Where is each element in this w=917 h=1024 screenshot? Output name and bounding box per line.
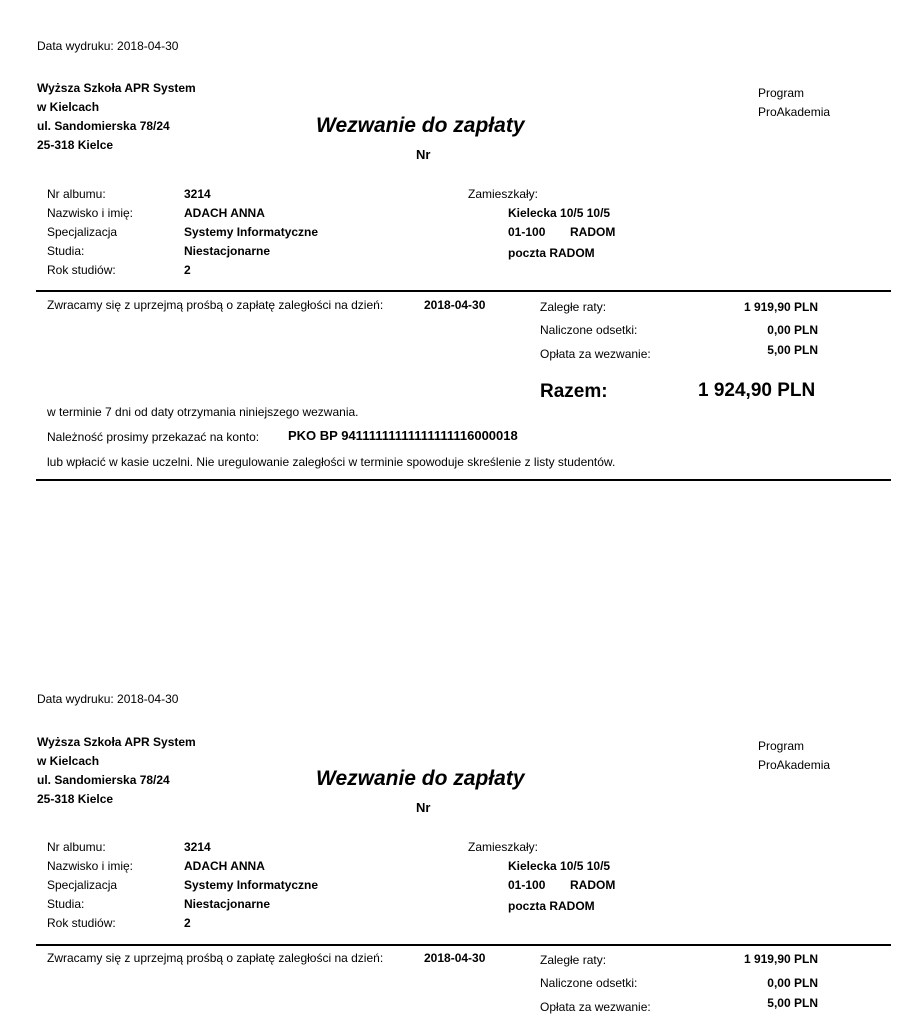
program-block — [758, 737, 830, 775]
address-label: Zamieszkały: — [468, 840, 539, 854]
print-date-value: 2018-04-30 — [117, 692, 179, 706]
program-name: ProAkademia — [758, 105, 831, 119]
name-value: ADACH ANNA — [184, 206, 265, 220]
album-value: 3214 — [184, 840, 211, 854]
school-block — [37, 733, 196, 809]
document-title: Wezwanie do zapłaty — [316, 114, 525, 137]
year-value: 2 — [184, 916, 191, 930]
address-postcode: 01-100 — [508, 878, 546, 892]
year-label: Rok studiów: — [47, 263, 116, 277]
school-block — [37, 79, 196, 155]
studies-label: Studia: — [47, 897, 85, 911]
section-divider — [36, 290, 891, 292]
year-label: Rok studiów: — [47, 916, 116, 930]
school-city-line: w Kielcach — [37, 100, 100, 114]
interest-label: Naliczone odsetki: — [540, 323, 638, 337]
address-street: Kielecka 10/5 10/5 — [508, 859, 611, 873]
studies-value: Niestacjonarne — [184, 244, 271, 258]
interest-value: 0,00 PLN — [767, 976, 818, 990]
school-street: ul. Sandomierska 78/24 — [37, 119, 170, 133]
name-label: Nazwisko i imię: — [47, 859, 134, 873]
address-post: poczta RADOM — [508, 246, 595, 260]
document-number-label: Nr — [416, 147, 431, 162]
document-number-label: Nr — [416, 800, 431, 815]
spec-label: Specjalizacja — [47, 225, 118, 239]
print-date-row — [37, 39, 178, 53]
address-street: Kielecka 10/5 10/5 — [508, 206, 611, 220]
account-number: PKO BP 94111111111111111116000018 — [288, 428, 518, 443]
print-date-label: Data wydruku: — [37, 692, 114, 706]
school-city-line: w Kielcach — [37, 754, 100, 768]
fee-label: Opłata za wezwanie: — [540, 1000, 651, 1014]
interest-value: 0,00 PLN — [767, 323, 818, 337]
term-text: w terminie 7 dni od daty otrzymania niniejszego wezwania. — [47, 405, 359, 419]
program-block — [758, 84, 830, 122]
school-postcode: 25-318 Kielce — [37, 138, 114, 152]
fee-value: 5,00 PLN — [767, 996, 818, 1010]
school-name: Wyższa Szkoła APR System — [37, 81, 196, 95]
spec-label: Specjalizacja — [47, 878, 118, 892]
name-label: Nazwisko i imię: — [47, 206, 134, 220]
spec-value: Systemy Informatyczne — [184, 878, 319, 892]
section-divider — [36, 944, 891, 946]
album-label: Nr albumu: — [47, 187, 106, 201]
bottom-divider — [36, 479, 891, 481]
footer-text: lub wpłacić w kasie uczelni. Nie uregulowanie zaległości w terminie spowoduje skreślenie z listy studentów. — [47, 455, 616, 469]
print-date-row — [37, 692, 178, 706]
fee-label: Opłata za wezwanie: — [540, 347, 651, 361]
school-postcode: 25-318 Kielce — [37, 792, 114, 806]
program-name: ProAkademia — [758, 758, 831, 772]
address-post: poczta RADOM — [508, 899, 595, 913]
overdue-value: 1 919,90 PLN — [743, 952, 818, 966]
studies-value: Niestacjonarne — [184, 897, 271, 911]
program-label: Program — [758, 86, 805, 100]
print-date-value: 2018-04-30 — [117, 39, 179, 53]
print-date-label: Data wydruku: — [37, 39, 114, 53]
school-street: ul. Sandomierska 78/24 — [37, 773, 170, 787]
overdue-label: Zaległe raty: — [540, 953, 607, 967]
total-value: 1 924,90 PLN — [698, 380, 816, 401]
overdue-value: 1 919,90 PLN — [743, 300, 818, 314]
album-label: Nr albumu: — [47, 840, 106, 854]
address-label: Zamieszkały: — [468, 187, 539, 201]
request-text: Zwracamy się z uprzejmą prośbą o zapłatę zaległości na dzień: — [47, 951, 384, 965]
fee-value: 5,00 PLN — [767, 343, 818, 357]
school-name: Wyższa Szkoła APR System — [37, 735, 196, 749]
account-label: Należność prosimy przekazać na konto: — [47, 430, 260, 444]
request-text: Zwracamy się z uprzejmą prośbą o zapłatę zaległości na dzień: — [47, 298, 384, 312]
address-city: RADOM — [570, 225, 616, 239]
interest-label: Naliczone odsetki: — [540, 976, 638, 990]
overdue-label: Zaległe raty: — [540, 300, 607, 314]
year-value: 2 — [184, 263, 191, 277]
total-label: Razem: — [540, 381, 608, 402]
name-value: ADACH ANNA — [184, 859, 265, 873]
spec-value: Systemy Informatyczne — [184, 225, 319, 239]
address-postcode: 01-100 — [508, 225, 546, 239]
album-value: 3214 — [184, 187, 211, 201]
program-label: Program — [758, 739, 805, 753]
studies-label: Studia: — [47, 244, 85, 258]
document-title: Wezwanie do zapłaty — [316, 767, 525, 790]
address-city: RADOM — [570, 878, 616, 892]
request-date: 2018-04-30 — [424, 298, 486, 312]
request-date: 2018-04-30 — [424, 951, 486, 965]
